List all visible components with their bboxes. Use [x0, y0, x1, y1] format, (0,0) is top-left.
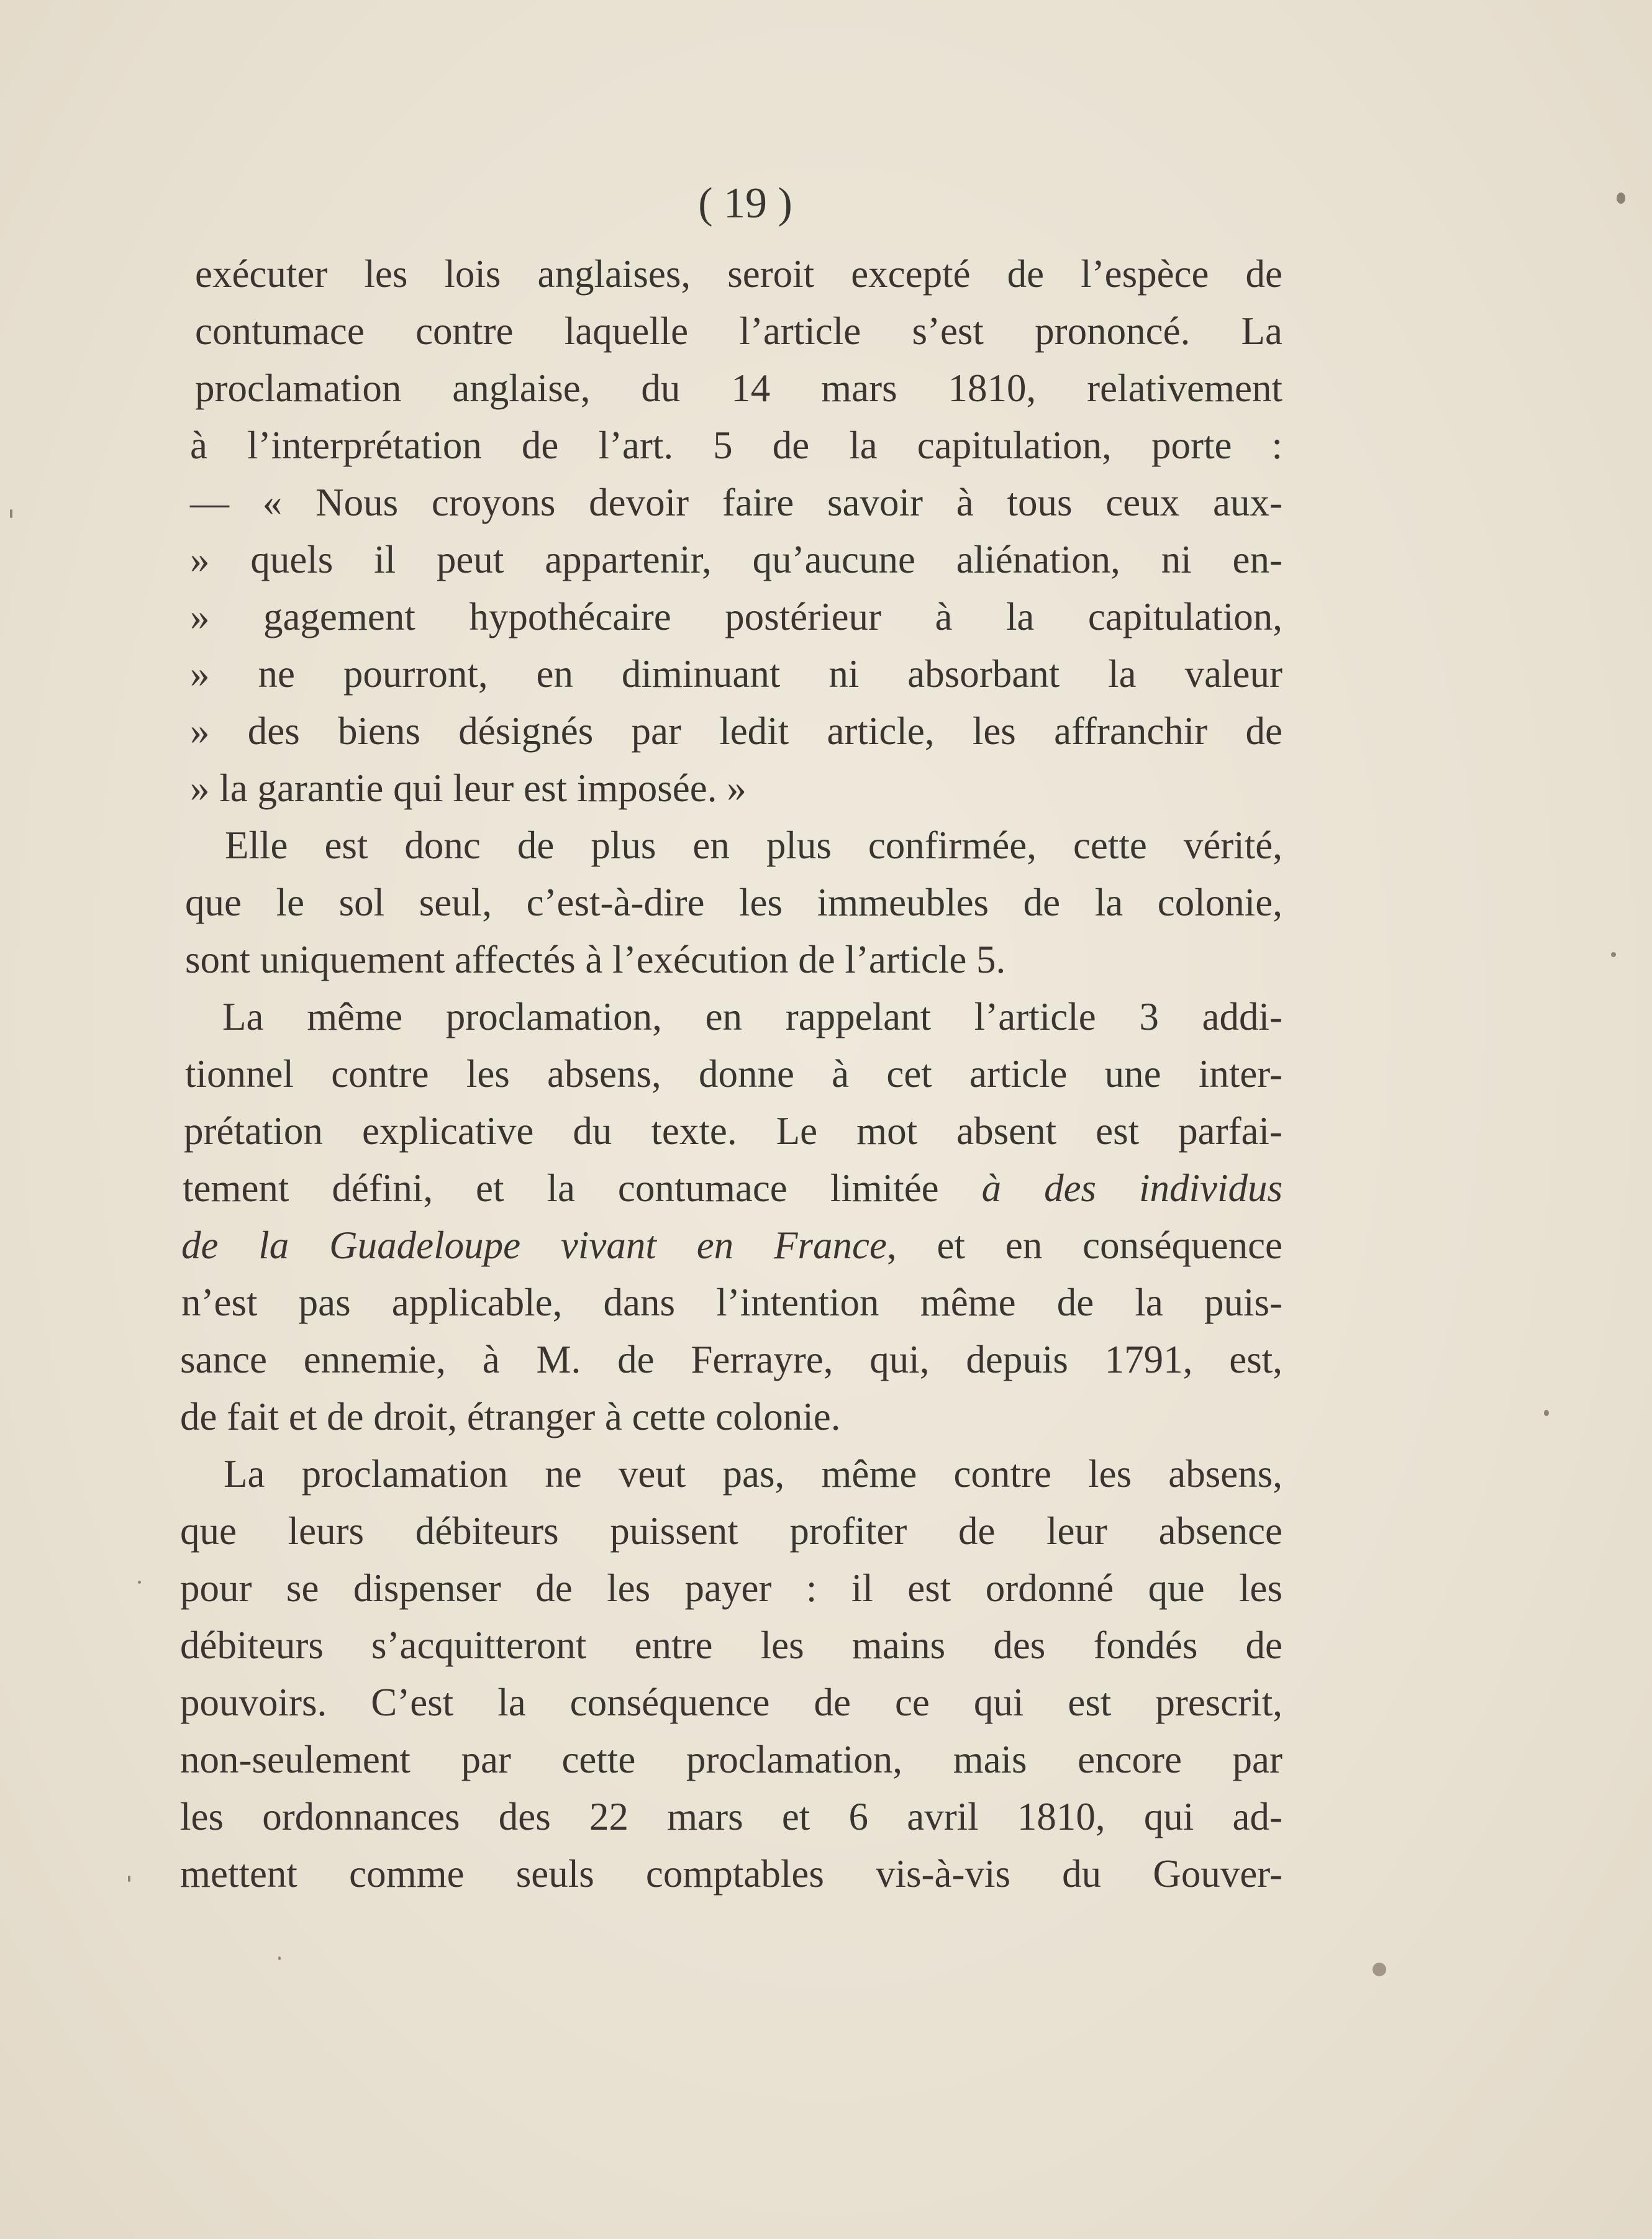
text-line: » ne pourront, en diminuant ni absorbant la valeur	[190, 652, 1282, 696]
paper-speck	[278, 1956, 281, 1960]
text-line: sance ennemie, à M. de Ferrayre, qui, depuis 1791, est,	[180, 1338, 1282, 1381]
text-line: tement défini, et la contumace limitée à des individus	[183, 1166, 1282, 1210]
text-line: » gagement hypothécaire postérieur à la capitulation,	[190, 595, 1282, 638]
text-line: mettent comme seuls comptables vis-à-vis du Gouver-	[180, 1852, 1282, 1896]
text-line: prétation explicative du texte. Le mot absent est parfai-	[184, 1109, 1282, 1153]
text-line: de fait et de droit, étranger à cette colonie.	[180, 1395, 841, 1438]
text-line: Elle est donc de plus en plus confirmée, cette vérité,	[225, 824, 1282, 867]
text-line: de la Guadeloupe vivant en France, et en conséquence	[181, 1224, 1282, 1267]
page-number: ( 19 )	[698, 179, 792, 227]
text-line: pour se dispenser de les payer : il est ordonné que les	[180, 1566, 1282, 1610]
text-line: que leurs débiteurs puissent profiter de leur absence	[180, 1509, 1282, 1553]
paper-speck	[1617, 193, 1625, 204]
paper-speck	[1544, 1410, 1549, 1416]
text-line: — « Nous croyons devoir faire savoir à tous ceux aux-	[190, 481, 1282, 524]
paper-speck	[10, 509, 12, 518]
paper-speck	[128, 1876, 130, 1882]
text-line: les ordonnances des 22 mars et 6 avril 1810, qui ad-	[180, 1795, 1282, 1838]
text-line: pouvoirs. C’est la conséquence de ce qui est prescrit,	[180, 1681, 1282, 1724]
paper-speck	[1373, 1963, 1386, 1976]
paper-speck	[138, 1581, 141, 1584]
text-line: proclamation anglaise, du 14 mars 1810, relativement	[195, 366, 1282, 410]
text-line: exécuter les lois anglaises, seroit excepté de l’espèce de	[195, 252, 1282, 296]
text-line: n’est pas applicable, dans l’intention même de la puis-	[181, 1281, 1282, 1324]
text-line: La proclamation ne veut pas, même contre les absens,	[224, 1452, 1282, 1496]
body-text	[180, 245, 1282, 1902]
text-line: que le sol seul, c’est-à-dire les immeubles de la colonie,	[185, 881, 1282, 924]
text-line: débiteurs s’acquitteront entre les mains des fondés de	[180, 1624, 1282, 1667]
text-line: » des biens désignés par ledit article, les affranchir de	[190, 709, 1282, 753]
text-line: » la garantie qui leur est imposée. »	[190, 766, 747, 810]
text-line: » quels il peut appartenir, qu’aucune aliénation, ni en-	[190, 538, 1282, 581]
text-line: contumace contre laquelle l’article s’est prononcé. La	[195, 309, 1282, 353]
paper-speck	[1611, 952, 1616, 957]
text-line: sont uniquement affectés à l’exécution de l’article 5.	[185, 938, 1006, 981]
text-line: La même proclamation, en rappelant l’article 3 addi-	[222, 995, 1282, 1038]
text-line: non-seulement par cette proclamation, mais encore par	[180, 1738, 1282, 1781]
text-line: tionnel contre les absens, donne à cet article une inter-	[185, 1052, 1282, 1096]
text-line: à l’interprétation de l’art. 5 de la capitulation, porte :	[190, 424, 1282, 467]
